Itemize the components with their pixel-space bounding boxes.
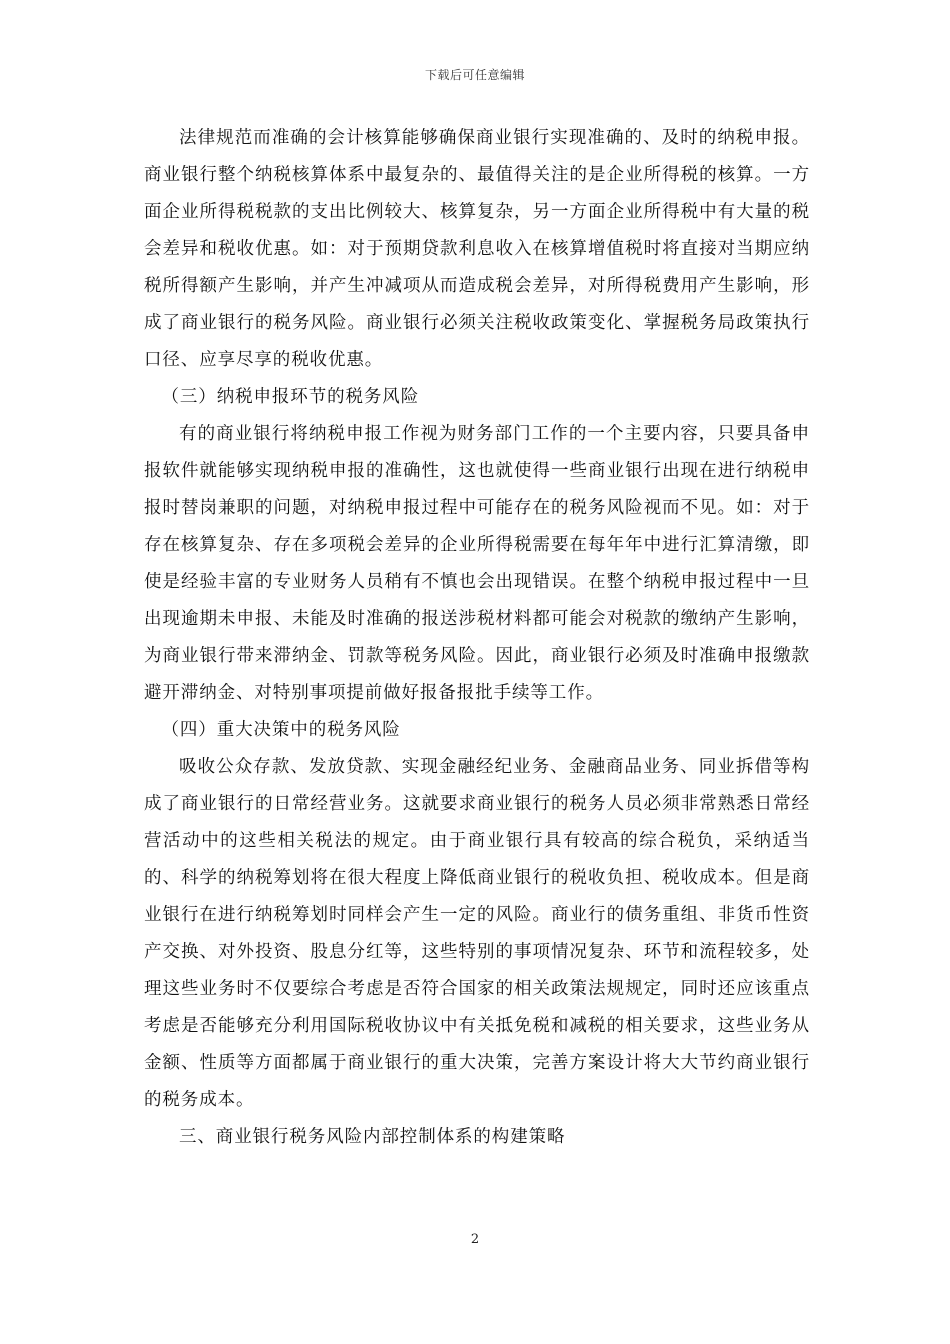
heading-major-decision-risk: （四）重大决策中的税务风险 — [161, 720, 401, 740]
heading-tax-filing-risk: （三）纳税申报环节的税务风险 — [161, 387, 420, 407]
paragraph-major-decision: 吸收公众存款、发放贷款、实现金融经纪业务、金融商品业务、同业拆借等构成了商业银行的日常经营业务。这就要求商业银行的税务人员必须非常熟悉日常经营活动中的这些相关税法的规定。由于商业银行具有较高的综合税负，采纳适当的、科学的纳税筹划将在很大程度上降低商业银行的税收负担、税收成本。但是商业银行在进行纳税筹划时同样会产生一定的风险。商业行的债务重组、非货币性资产交换、对外投资、股息分红等，这些特别的事项情况复杂、环节和流程较多，处理这些业务时不仅要综合考虑是否符合国家的相关政策法规规定，同时还应该重点考虑是否能够充分利用国际税收协议中有关抵免税和减税的相关要求，这些业务从金额、性质等方面都属于商业银行的重大决策，完善方案设计将大大节约商业银行的税务成本。 — [144, 757, 810, 1110]
heading-section-three: 三、商业银行税务风险内部控制体系的构建策略 — [179, 1127, 566, 1147]
page-number: 2 — [470, 1232, 480, 1247]
paragraph-tax-filing: 有的商业银行将纳税申报工作视为财务部门工作的一个主要内容，只要具备申报软件就能够实现纳税申报的准确性，这也就使得一些商业银行出现在进行纳税申报时替岗兼职的问题，对纳税申报过程中可能存在的税务风险视而不见。如：对于存在核算复杂、存在多项税会差异的企业所得税需要在每年年中进行汇算清缴，即使是经验丰富的专业财务人员稍有不慎也会出现错误。在整个纳税申报过程中一旦出现逾期未申报、未能及时准确的报送涉税材料都可能会对税款的缴纳产生影响，为商业银行带来滞纳金、罚款等税务风险。因此，商业银行必须及时准确申报缴款避开滞纳金、对特别事项提前做好报备报批手续等工作。 — [144, 424, 810, 703]
document-body — [144, 120, 810, 1156]
paragraph-accounting: 法律规范而准确的会计核算能够确保商业银行实现准确的、及时的纳税申报。商业银行整个纳税核算体系中最复杂的、最值得关注的是企业所得税的核算。一方面企业所得税税款的支出比例较大、核算复杂，另一方面企业所得税中有大量的税会差异和税收优惠。如：对于预期贷款利息收入在核算增值税时将直接对当期应纳税所得额产生影响，并产生冲减项从而造成税会差异，对所得税费用产生影响，形成了商业银行的税务风险。商业银行必须关注税收政策变化、掌握税务局政策执行口径、应享尽享的税收优惠。 — [144, 128, 810, 370]
page-header: 下载后可任意编辑 — [424, 68, 525, 82]
